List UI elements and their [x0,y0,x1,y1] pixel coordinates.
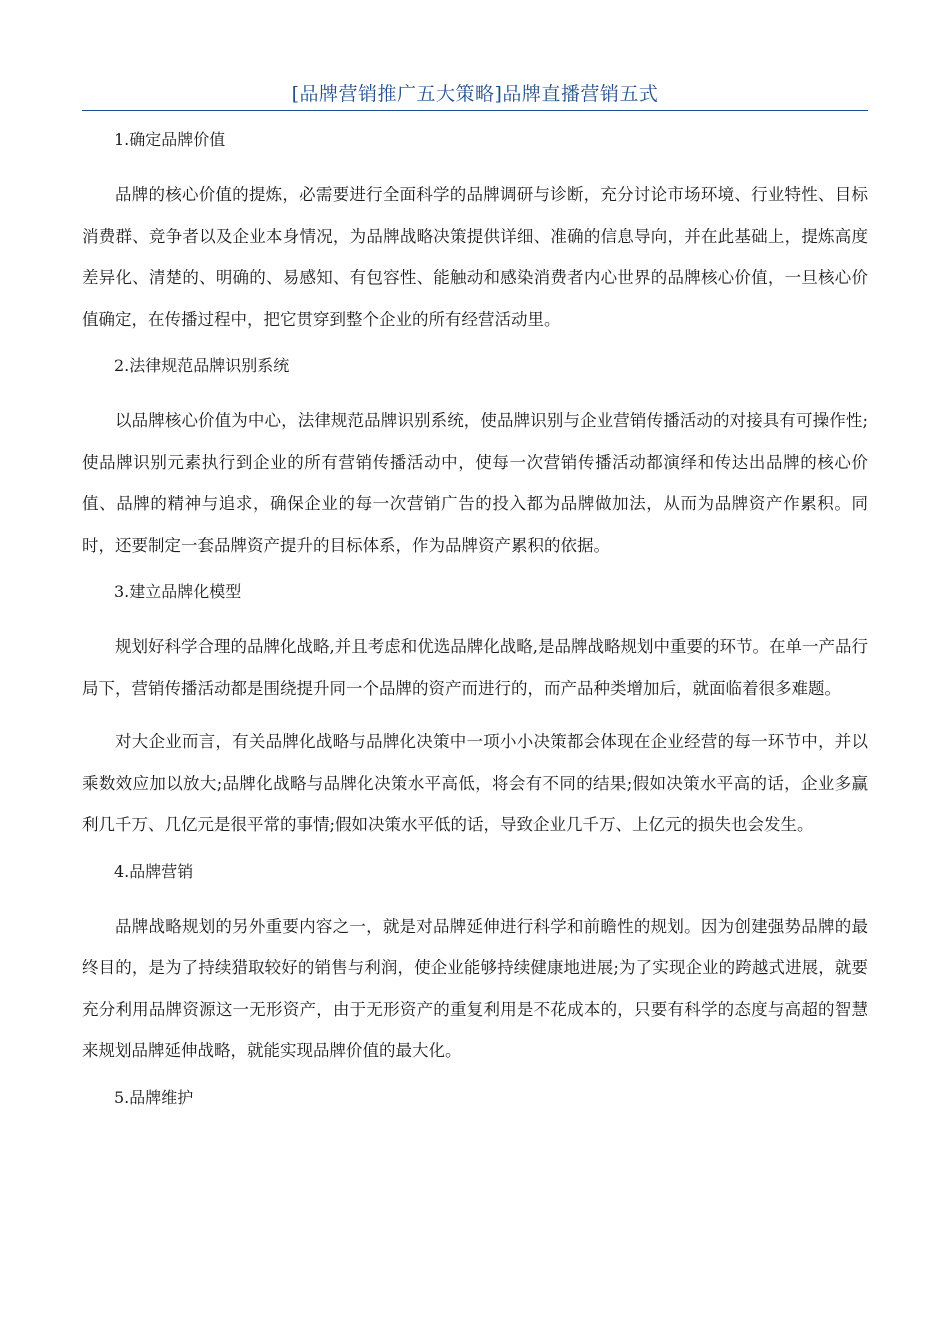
paragraph: 品牌的核心价值的提炼，必需要进行全面科学的品牌调研与诊断，充分讨论市场环境、行业特性、目标消费群、竞争者以及企业本身情况，为品牌战略决策提供详细、准确的信息导向，并在此基础上，提炼高度差异化、清楚的、明确的、易感知、有包容性、能触动和感染消费者内心世界的品牌核心价值，一旦核心价值确定，在传播过程中，把它贯穿到整个企业的所有经营活动里。 [82,185,868,329]
section-2 [82,352,868,566]
section-heading: 1.确定品牌价值 [114,130,226,149]
paragraph: 以品牌核心价值为中心，法律规范品牌识别系统，使品牌识别与企业营销传播活动的对接具有可操作性;使品牌识别元素执行到企业的所有营销传播活动中，使每一次营销传播活动都演绎和传达出品牌的核心价值、品牌的精神与追求，确保企业的每一次营销广告的投入都为品牌做加法，从而为品牌资产作累积。同时，还要制定一套品牌资产提升的目标体系，作为品牌资产累积的依据。 [82,411,868,555]
paragraph: 对大企业而言，有关品牌化战略与品牌化决策中一项小小决策都会体现在企业经营的每一环节中，并以乘数效应加以放大;品牌化战略与品牌化决策水平高低，将会有不同的结果;假如决策水平高的话，企业多赢利几千万、几亿元是很平常的事情;假如决策水平低的话，导致企业几千万、上亿元的损失也会发生。 [82,732,868,834]
paragraph: 品牌战略规划的另外重要内容之一，就是对品牌延伸进行科学和前瞻性的规划。因为创建强势品牌的最终目的，是为了持续猎取较好的销售与利润，使企业能够持续健康地进展;为了实现企业的跨越式进展，就要充分利用品牌资源这一无形资产，由于无形资产的重复利用是不花成本的，只要有科学的态度与高超的智慧来规划品牌延伸战略，就能实现品牌价值的最大化。 [82,916,868,1060]
section-heading: 4.品牌营销 [114,861,194,881]
section-heading: 5.品牌维护 [114,1087,194,1107]
section-1 [82,126,868,340]
document-body [82,126,868,1132]
section-5 [82,1084,868,1112]
paragraph: 规划好科学合理的品牌化战略,并且考虑和优选品牌化战略,是品牌战略规划中重要的环节。在单一产品行局下，营销传播活动都是围绕提升同一个品牌的资产而进行的，而产品种类增加后，就面临着很多难题。 [82,637,868,698]
section-heading: 3.建立品牌化模型 [114,582,242,601]
section-heading: 2.法律规范品牌识别系统 [114,356,290,375]
section-4 [82,858,868,1072]
page-header [82,82,868,111]
section-3 [82,578,868,846]
page-title: [品牌营销推广五大策略]品牌直播营销五式 [291,83,659,105]
